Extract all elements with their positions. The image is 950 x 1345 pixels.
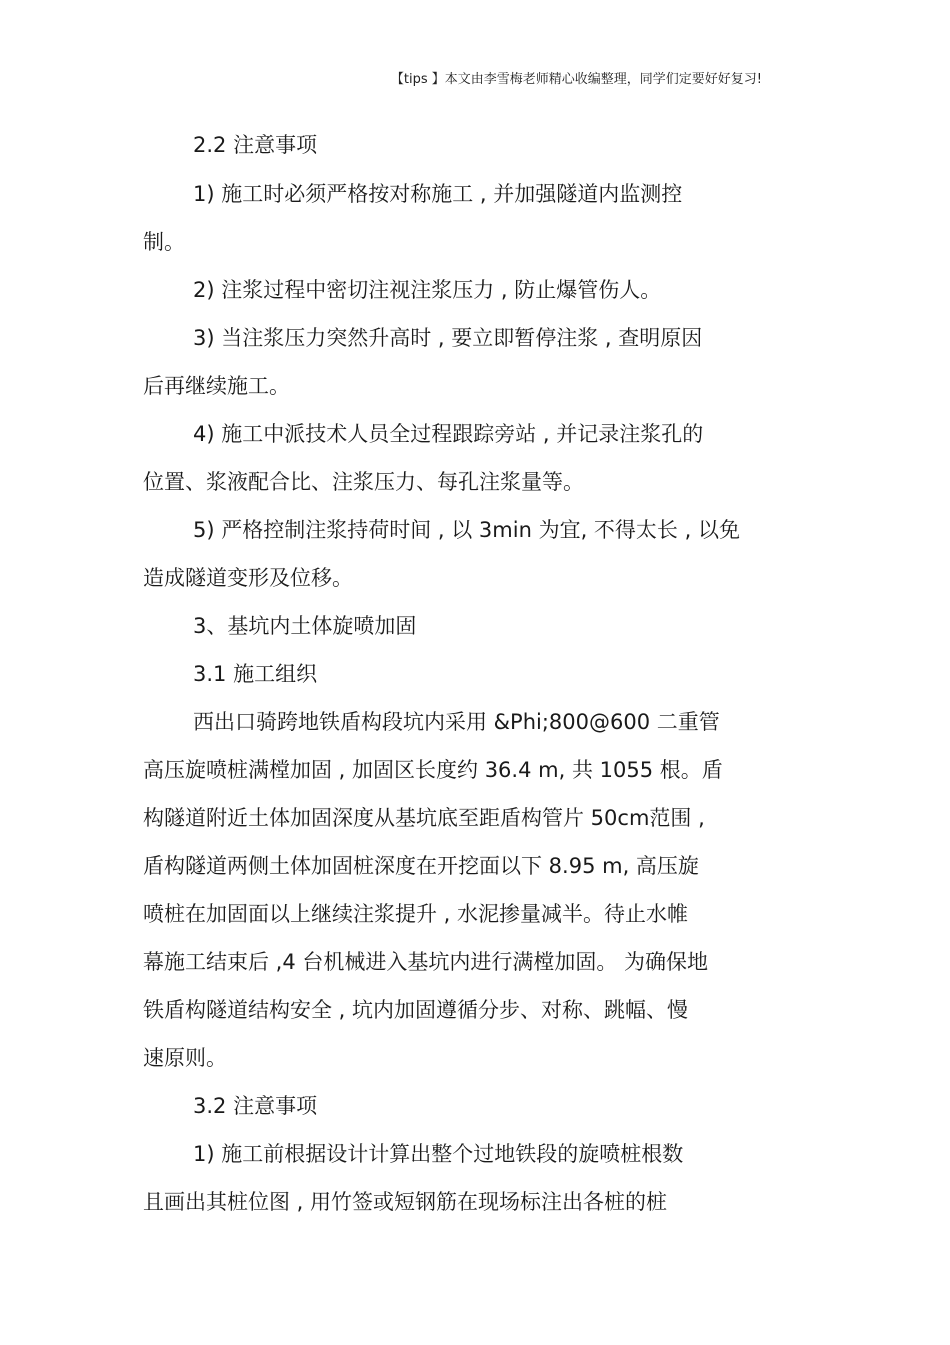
paragraph-line: 1) 施工时必须严格按对称施工 , 并加强隧道内监测控: [193, 182, 683, 206]
paragraph-line: 铁盾构隧道结构安全 , 坑内加固遵循分步、对称、跳幅、慢: [143, 998, 689, 1022]
paragraph-line: 构隧道附近土体加固深度从基坑底至距盾构管片 50cm范围 ,: [143, 806, 705, 830]
paragraph-line: 位置、浆液配合比、注浆压力、每孔注浆量等。: [143, 470, 584, 494]
paragraph-line: 幕施工结束后 ,4 台机械进入基坑内进行满樘加固。 为确保地: [143, 950, 709, 974]
section-heading-3: 3、基坑内土体旋喷加固: [193, 614, 417, 638]
paragraph-line: 西出口骑跨地铁盾构段坑内采用 &Phi;800@600 二重管: [193, 710, 720, 734]
paragraph-line: 制。: [143, 230, 185, 254]
section-heading-2-2: 2.2 注意事项: [193, 133, 318, 157]
paragraph-line: 5) 严格控制注浆持荷时间 , 以 3min 为宜, 不得太长 , 以免: [193, 518, 740, 542]
paragraph-line: 4) 施工中派技术人员全过程跟踪旁站 , 并记录注浆孔的: [193, 422, 704, 446]
paragraph-line: 盾构隧道两侧土体加固桩深度在开挖面以下 8.95 m, 高压旋: [143, 854, 699, 878]
header-tip: 【tips 】本文由李雪梅老师精心收编整理，同学们定要好好复习!: [390, 72, 762, 87]
paragraph-line: 造成隧道变形及位移。: [143, 566, 353, 590]
paragraph-line: 后再继续施工。: [143, 374, 290, 398]
paragraph-line: 1) 施工前根据设计计算出整个过地铁段的旋喷桩根数: [193, 1142, 684, 1166]
section-heading-3-2: 3.2 注意事项: [193, 1094, 318, 1118]
paragraph-line: 且画出其桩位图 , 用竹签或短钢筋在现场标注出各桩的桩: [143, 1190, 668, 1214]
section-heading-3-1: 3.1 施工组织: [193, 662, 318, 686]
paragraph-line: 2) 注浆过程中密切注视注浆压力 , 防止爆管伤人。: [193, 278, 662, 302]
paragraph-line: 高压旋喷桩满樘加固 , 加固区长度约 36.4 m, 共 1055 根。盾: [143, 758, 723, 782]
paragraph-line: 3) 当注浆压力突然升高时 , 要立即暂停注浆 , 查明原因: [193, 326, 703, 350]
paragraph-line: 速原则。: [143, 1046, 227, 1070]
paragraph-line: 喷桩在加固面以上继续注浆提升 , 水泥掺量减半。待止水帷: [143, 902, 689, 926]
